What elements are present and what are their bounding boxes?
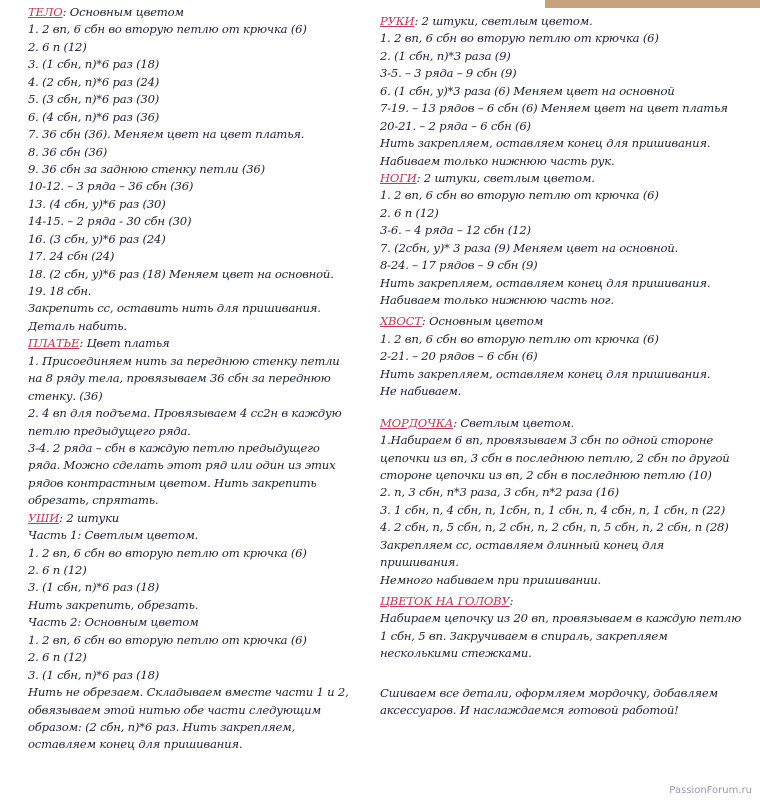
text-line: Нить закрепляем, оставляем конец для пришивания.	[380, 275, 711, 290]
text-line: 14-15. – 2 ряда - 30 сбн (30)	[28, 214, 192, 229]
section-title: МОРДОЧКА	[380, 415, 454, 430]
text-line: 2. 6 п (12)	[28, 39, 87, 54]
text-line: 2. п, 3 сбн, п*3 раза, 3 сбн, п*2 раза (16)	[380, 485, 619, 500]
text-line: 1. 2 вп, 6 сбн во вторую петлю от крючка (6)	[28, 632, 307, 647]
text-line: 20-21. – 2 ряда – 6 сбн (6)	[380, 118, 531, 133]
section-title: УШИ	[28, 510, 60, 525]
section-body-platie	[28, 353, 368, 510]
text-line: 10-12. – 3 ряда – 36 сбн (36)	[28, 179, 194, 194]
text-line: Немного набиваем при пришивании.	[380, 572, 601, 587]
text-line: 3-6. – 4 ряда – 12 сбн (12)	[380, 223, 531, 238]
text-line: 1. 2 вп, 6 сбн во вторую петлю от крючка (6)	[380, 331, 659, 346]
text-line: 1. 2 вп, 6 сбн во вторую петлю от крючка (6)	[28, 22, 307, 37]
final-note	[380, 685, 750, 720]
text-line: 7. (2сбн, у)* 3 раза (9) Меняем цвет на основной.	[380, 240, 679, 255]
text-line: оставляем конец для пришивания.	[28, 737, 243, 752]
section-body-nogi	[380, 187, 750, 309]
text-line: на 8 ряду тела, провязываем 36 сбн за переднюю	[28, 371, 331, 386]
text-line: 2-21. – 20 рядов – 6 сбн (6)	[380, 349, 538, 364]
text-line: Часть 1: Светлым цветом.	[28, 528, 199, 543]
text-line: рядов контрастным цветом. Нить закрепить	[28, 475, 317, 490]
text-line: 7. 36 сбн (36). Меняем цвет на цвет платья.	[28, 127, 305, 142]
section-title: ТЕЛО	[28, 5, 63, 19]
section-title: ХВОСТ	[380, 314, 422, 329]
section-title: НОГИ	[380, 170, 417, 185]
text-line: 3. 1 сбн, п, 4 сбн, п, 1сбн, п, 1 сбн, п, 4 сбн, п, 1 сбн, п (22)	[380, 502, 726, 517]
section-body-telo	[28, 21, 368, 335]
section-heading-ushi	[28, 510, 368, 527]
text-line: обвязываем этой нитью обе части следующим	[28, 702, 321, 717]
text-line: 4. (2 сбн, п)*6 раз (24)	[28, 74, 160, 89]
section-title: РУКИ	[380, 14, 415, 28]
text-line: Набиваем только нижнюю часть рук.	[380, 153, 615, 168]
text-line: Закрепляем сс, оставляем длинный конец для	[380, 537, 664, 552]
section-body-hvost	[380, 331, 750, 401]
section-heading-ruki	[380, 13, 750, 30]
section-body-cvetok	[380, 610, 750, 662]
text-line: 2. 6 п (12)	[380, 205, 439, 220]
text-line: 3. (1 сбн, п)*6 раз (18)	[28, 667, 160, 682]
text-line: 5. (3 сбн, п)*6 раз (30)	[28, 92, 160, 107]
text-line: 1. Присоединяем нить за переднюю стенку петли	[28, 353, 340, 368]
text-line: 3. (1 сбн, п)*6 раз (18)	[28, 57, 160, 72]
text-line: Закрепить сс, оставить нить для пришивания.	[28, 301, 321, 316]
text-line: 3-4. 2 ряда – сбн в каждую петлю предыдущего	[28, 440, 320, 455]
section-body-ruki	[380, 30, 750, 170]
text-line: 1. 2 вп, 6 сбн во вторую петлю от крючка (6)	[380, 188, 659, 203]
text-line: 1. 2 вп, 6 сбн во вторую петлю от крючка (6)	[380, 31, 659, 46]
text-line: Набираем цепочку из 20 вп, провязываем в каждую петлю	[380, 611, 742, 626]
text-line: 7-19. – 13 рядов – 6 сбн (6) Меняем цвет на цвет платья	[380, 101, 728, 116]
text-line: Деталь набить.	[28, 318, 127, 333]
text-line: 17. 24 сбн (24)	[28, 249, 115, 264]
text-line: 16. (3 сбн, у)*6 раз (24)	[28, 231, 166, 246]
text-line: Часть 2: Основным цветом	[28, 615, 199, 630]
right-column	[380, 0, 750, 720]
text-line: стороне цепочки из вп, 2 сбн в последнюю петлю (10)	[380, 467, 712, 482]
text-line: 8-24. – 17 рядов – 9 сбн (9)	[380, 258, 538, 273]
section-subtitle: : Цвет платья	[79, 336, 170, 351]
section-subtitle: : Светлым цветом.	[453, 415, 574, 430]
text-line: 3. (1 сбн, п)*6 раз (18)	[28, 580, 160, 595]
text-line: Набиваем только нижнюю часть ног.	[380, 293, 614, 307]
text-line: ряда. Можно сделать этот ряд или один из этих	[28, 458, 336, 473]
section-heading-hvost	[380, 313, 750, 330]
text-line: пришивания.	[380, 555, 459, 570]
text-line: 1 сбн, 5 вп. Закручиваем в спираль, закрепляем	[380, 628, 668, 643]
text-line: 2. (1 сбн, п)*3 раза (9)	[380, 48, 511, 63]
text-line: Не набиваем.	[380, 384, 462, 399]
section-body-mordochka	[380, 432, 750, 589]
text-line: Нить не обрезаем. Складываем вместе части 1 и 2,	[28, 685, 349, 700]
text-line: Нить закрепляем, оставляем конец для пришивания.	[380, 136, 711, 151]
section-subtitle: : 2 штуки	[59, 510, 120, 525]
text-line: 19. 18 сбн.	[28, 284, 92, 298]
section-title: ЦВЕТОК НА ГОЛОВУ	[380, 594, 510, 608]
text-line: Нить закрепляем, оставляем конец для пришивания.	[380, 366, 711, 381]
text-line: 2. 4 вп для подъема. Провязываем 4 сс2н в каждую	[28, 406, 342, 421]
text-line: 4. 2 сбн, п, 5 сбн, п, 2 сбн, п, 2 сбн, п, 5 сбн, п, 2 сбн, п (28)	[380, 520, 729, 535]
text-line: 8. 36 сбн (36)	[28, 144, 108, 159]
text-line: 1. 2 вп, 6 сбн во вторую петлю от крючка (6)	[28, 545, 307, 560]
text-line: стенку. (36)	[28, 388, 103, 403]
section-subtitle: : Основным цветом	[62, 5, 184, 19]
text-line: обрезать, спрятать.	[28, 493, 159, 508]
section-subtitle: : 2 штуки, светлым цветом.	[414, 14, 593, 28]
text-line: 13. (4 сбн, у)*6 раз (30)	[28, 196, 166, 211]
section-heading-cvetok	[380, 593, 750, 610]
section-title: ПЛАТЬЕ	[28, 336, 80, 351]
section-subtitle: : 2 штуки, светлым цветом.	[416, 170, 595, 185]
text-line: 9. 36 сбн за заднюю стенку петли (36)	[28, 161, 265, 176]
text-line: 2. 6 п (12)	[28, 650, 87, 665]
section-heading-mordochka	[380, 415, 750, 432]
text-line: 6. (4 сбн, п)*6 раз (36)	[28, 109, 160, 124]
text-line: петлю предыдущего ряда.	[28, 423, 191, 438]
text-line: Нить закрепить, обрезать.	[28, 597, 199, 612]
watermark: PassionForum.ru	[669, 785, 752, 796]
text-line: 18. (2 сбн, у)*6 раз (18) Меняем цвет на основной.	[28, 266, 334, 281]
section-heading-telo	[28, 4, 368, 21]
text-line: цепочки из вп, 3 сбн в последнюю петлю, 2 сбн по другой	[380, 450, 730, 465]
text-line: 1.Набираем 6 вп, провязываем 3 сбн по одной стороне	[380, 433, 713, 448]
text-line: Сшиваем все детали, оформляем мордочку, добавляем	[380, 685, 718, 700]
section-subtitle: :	[509, 594, 514, 608]
left-column	[28, 0, 368, 754]
section-subtitle: : Основным цветом	[421, 314, 544, 329]
text-line: 6. (1 сбн, у)*3 раза (6) Меняем цвет на основной	[380, 83, 675, 98]
text-line: аксессуаров. И наслаждаемся готовой работой!	[380, 703, 679, 718]
text-line: 3-5. – 3 ряда – 9 сбн (9)	[380, 66, 517, 81]
section-body-ushi	[28, 527, 368, 754]
text-line: несколькими стежками.	[380, 646, 532, 661]
text-line: 2. 6 п (12)	[28, 563, 87, 577]
text-line: образом: (2 сбн, п)*6 раз. Нить закрепляем,	[28, 719, 296, 734]
section-heading-platie	[28, 335, 368, 352]
section-heading-nogi	[380, 170, 750, 187]
